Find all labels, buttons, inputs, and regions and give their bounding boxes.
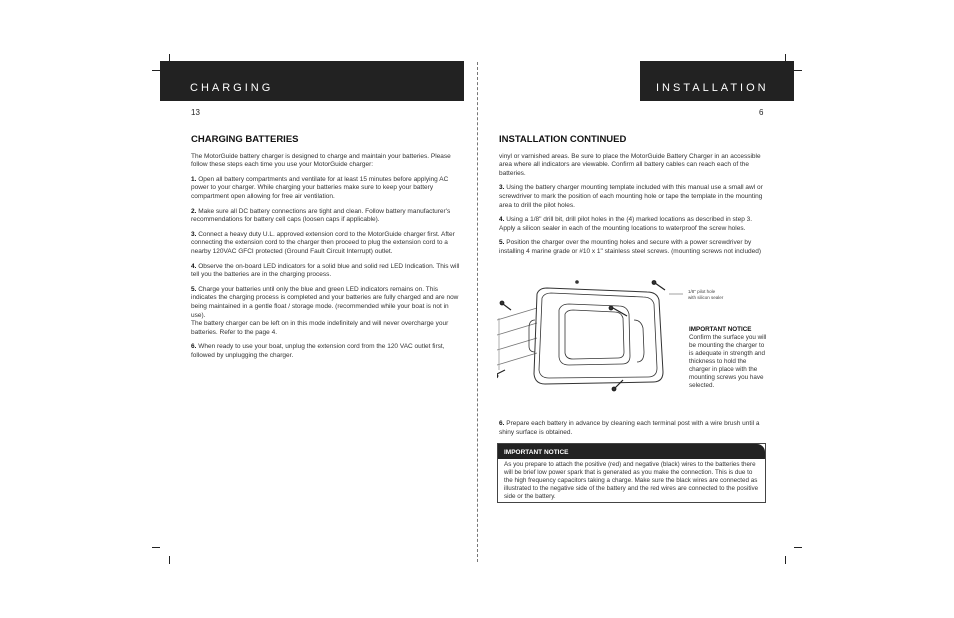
side-important-notice bbox=[689, 326, 769, 390]
intro-paragraph: vinyl or varnished areas. Be sure to place the MotorGuide Battery Charger in an accessible area where all indicators are viewable. Confirm all battery cables can reach each of the batteries. bbox=[499, 152, 761, 177]
step-6: 6. Prepare each battery in advance by cleaning each terminal post with a wire brush until a shiny surface is obtained. bbox=[499, 420, 760, 436]
section-band-installation bbox=[640, 61, 794, 101]
step-4: 4. Observe the on-board LED indicators for a solid blue and solid red LED Indication. This will tell you the batteries are in the charging process. bbox=[191, 262, 460, 279]
page-heading: CHARGING BATTERIES bbox=[191, 134, 299, 145]
fold-line bbox=[477, 62, 478, 562]
step-3: 3. Connect a heavy duty U.L. approved extension cord to the MotorGuide charger first. After connecting the extension cord to the charger then proceed to plug the extension cord to a nearby 120VAC GFCI protected (Ground Fault Circuit Interrupt) outlet. bbox=[191, 230, 455, 255]
notice-text: As you prepare to attach the positive (red) and negative (black) wires to the batteries there will be brief low power spark that is generated as you make the connection. This is due to the high frequency capacitors taking a charge. Make sure the black wires are connected as illustrated to the negative side of the battery and the red wires are connected to the positive side or the battery. bbox=[504, 461, 759, 500]
page-heading: INSTALLATION CONTINUED bbox=[499, 134, 627, 145]
charger-mounting-illustration bbox=[497, 280, 687, 395]
charging-column bbox=[191, 136, 461, 366]
page-number: 13 bbox=[191, 108, 200, 117]
pilot-hole-callout: 1/8" pilot hole with silicon sealer bbox=[688, 289, 724, 300]
crop-mark bbox=[794, 547, 802, 548]
crop-mark bbox=[785, 556, 786, 564]
step-3: 3. Using the battery charger mounting template included with this manual use a small awl or screwdriver to mark the position of each mounting hole or tape the template in the mounting area to drill the pilot holes. bbox=[499, 184, 763, 209]
intro-paragraph: The MotorGuide battery charger is designed to charge and maintain your batteries. Please follow these steps each time you use your MotorGuide charger: bbox=[191, 152, 451, 169]
side-notice-text: Confirm the surface you will be mounting the charger to is adequate in strength and thickness to hold the charger in place with the mounting screws you have selected. bbox=[689, 334, 767, 389]
crop-mark bbox=[794, 70, 802, 71]
side-notice-title: IMPORTANT NOTICE bbox=[689, 326, 752, 333]
step-5-note: The battery charger can be left on in this mode indefinitely and will never overcharge your batteries. Refer to the page 4. bbox=[191, 320, 449, 336]
page-number: 6 bbox=[759, 108, 764, 117]
crop-mark bbox=[152, 547, 160, 548]
notice-title: IMPORTANT NOTICE bbox=[498, 444, 765, 459]
crop-mark bbox=[152, 70, 160, 71]
step-5: 5. Charge your batteries until only the blue and green LED indicators remains on. This indicates the charging process is completed and your batteries are fully charged and are now being maintained in a gentle float / storage mode. (recommended while your boat is not in use). The battery charger can be left on in this mode indefinitely and will never overcharge your batteries. Refer to the page 4. bbox=[191, 285, 459, 336]
step-4: 4. Using a 1/8" drill bit, drill pilot holes in the (4) marked locations as described in step 3. Apply a silicon sealer in each of the mounting locations to waterproof the screw holes. bbox=[499, 216, 753, 232]
step-6: 6. When ready to use your boat, unplug the extension cord from the 120 VAC outlet first, followed by unplugging the charger. bbox=[191, 343, 445, 359]
step-1: 1. Open all battery compartments and ventilate for at least 15 minutes before applying AC power to your charger. While charging your batteries make sure to keep your battery compartment open allowing for free air ventilation. bbox=[191, 175, 449, 200]
installation-column bbox=[499, 136, 767, 263]
important-notice-box bbox=[497, 443, 766, 503]
step-2: 2. Make sure all DC battery connections are tight and clean. Follow battery manufacturer's recommendations for battery cell caps (loosen caps if applicable). bbox=[191, 207, 451, 224]
step-5: 5. Position the charger over the mounting holes and secure with a power screwdriver by installing 4 marine grade or #10 x 1" stainless steel screws. (mounting screws not included) bbox=[499, 239, 762, 255]
crop-mark bbox=[169, 556, 170, 564]
section-band-charging bbox=[160, 61, 464, 101]
section-title: INSTALLATION bbox=[656, 82, 769, 94]
section-title: CHARGING bbox=[190, 82, 274, 94]
